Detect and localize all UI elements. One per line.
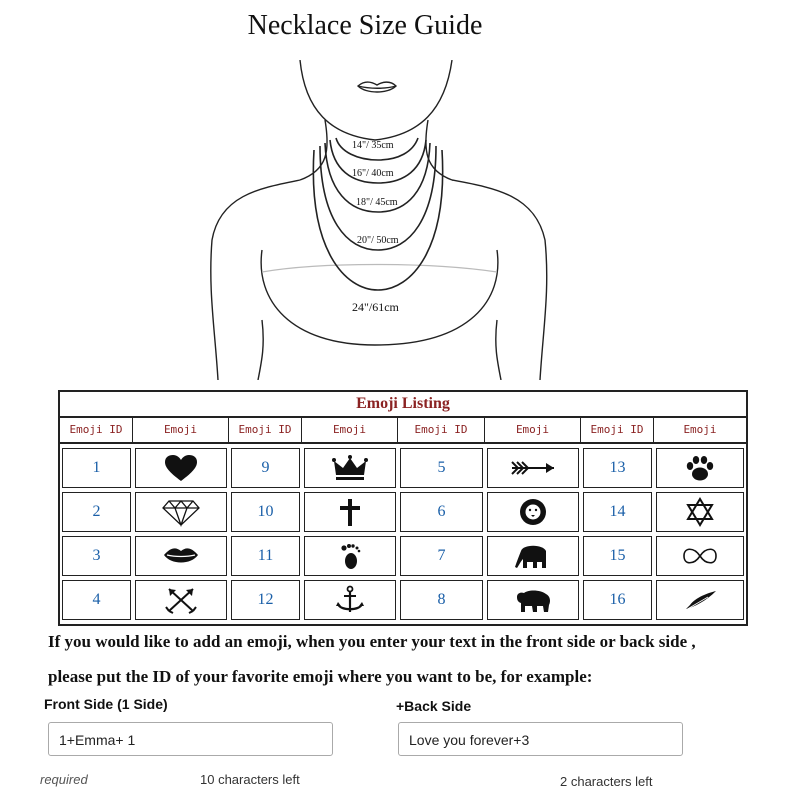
emoji-id-cell: 4 — [62, 580, 131, 620]
emoji-table — [58, 390, 748, 626]
emoji-cell — [135, 492, 227, 532]
emoji-cell — [304, 448, 396, 488]
footprint-icon — [330, 541, 370, 571]
front-side-label: Front Side (1 Side) — [44, 696, 168, 712]
necklace-figure — [0, 60, 800, 380]
table-header — [60, 418, 746, 444]
col-header: Emoji — [133, 418, 229, 442]
size-label-20: 20"/ 50cm — [357, 235, 399, 246]
emoji-cell — [135, 580, 227, 620]
emoji-id-cell: 8 — [400, 580, 483, 620]
emoji-cell — [304, 492, 396, 532]
size-label-16: 16"/ 40cm — [352, 168, 394, 179]
table-body — [60, 444, 746, 624]
emoji-id-cell: 1 — [62, 448, 131, 488]
size-label-14: 14"/ 35cm — [352, 140, 394, 151]
lips-icon — [161, 541, 201, 571]
back-chars-left: 2 characters left — [560, 774, 653, 789]
heart-icon — [161, 453, 201, 483]
paw-icon — [680, 453, 720, 483]
emoji-id-cell: 10 — [231, 492, 300, 532]
emoji-cell — [487, 492, 579, 532]
front-side-input[interactable]: 1+Emma+ 1 — [48, 722, 333, 756]
emoji-id-cell: 15 — [583, 536, 652, 576]
emoji-cell — [487, 580, 579, 620]
emoji-id-cell: 6 — [400, 492, 483, 532]
emoji-cell — [304, 580, 396, 620]
back-side-label: +Back Side — [396, 698, 472, 714]
emoji-cell — [487, 536, 579, 576]
col-header: Emoji ID — [60, 418, 133, 442]
col-header: Emoji — [683, 423, 717, 436]
instruction-line-2: please put the ID of your favorite emoji where you want to be, for example: — [48, 667, 593, 686]
col-header: Emoji — [485, 418, 581, 442]
cross-icon — [330, 497, 370, 527]
bear-icon — [513, 585, 553, 615]
elephant-icon — [513, 541, 553, 571]
col-header: Emoji ID — [581, 418, 654, 442]
page-title: Necklace Size Guide — [247, 10, 483, 41]
emoji-id-cell: 2 — [62, 492, 131, 532]
emoji-cell — [656, 580, 744, 620]
emoji-cell — [135, 448, 227, 488]
back-side-input[interactable]: Love you forever+3 — [398, 722, 683, 756]
anchor-icon — [330, 585, 370, 615]
diamond-icon — [161, 497, 201, 527]
emoji-id-cell: 7 — [400, 536, 483, 576]
arrow-icon — [508, 453, 558, 483]
emoji-id-cell: 12 — [231, 580, 300, 620]
size-label-24: 24"/61cm — [352, 300, 399, 314]
table-title: Emoji Listing — [60, 392, 746, 418]
instruction-line-1: If you would like to add an emoji, when you enter your text in the front side or back side , — [48, 632, 696, 651]
front-chars-left: 10 characters left — [200, 772, 300, 787]
emoji-cell — [656, 492, 744, 532]
emoji-id-cell: 3 — [62, 536, 131, 576]
emoji-cell — [304, 536, 396, 576]
size-label-18: 18"/ 45cm — [356, 197, 398, 208]
emoji-cell — [656, 536, 744, 576]
emoji-cell — [656, 448, 744, 488]
infinity-icon — [680, 541, 720, 571]
lion-icon — [513, 497, 553, 527]
emoji-id-cell: 14 — [583, 492, 652, 532]
crossed-arrows-icon — [161, 585, 201, 615]
emoji-id-cell: 9 — [231, 448, 300, 488]
emoji-cell — [487, 448, 579, 488]
col-header: Emoji ID — [398, 418, 485, 442]
star-of-david-icon — [680, 497, 720, 527]
emoji-id-cell: 16 — [583, 580, 652, 620]
emoji-id-cell: 11 — [231, 536, 300, 576]
emoji-id-cell: 13 — [583, 448, 652, 488]
feather-icon — [680, 585, 720, 615]
col-header: Emoji — [302, 418, 398, 442]
emoji-id-cell: 5 — [400, 448, 483, 488]
required-note: required — [40, 772, 88, 787]
crown-icon — [330, 453, 370, 483]
emoji-cell — [135, 536, 227, 576]
col-header: Emoji ID — [229, 418, 302, 442]
